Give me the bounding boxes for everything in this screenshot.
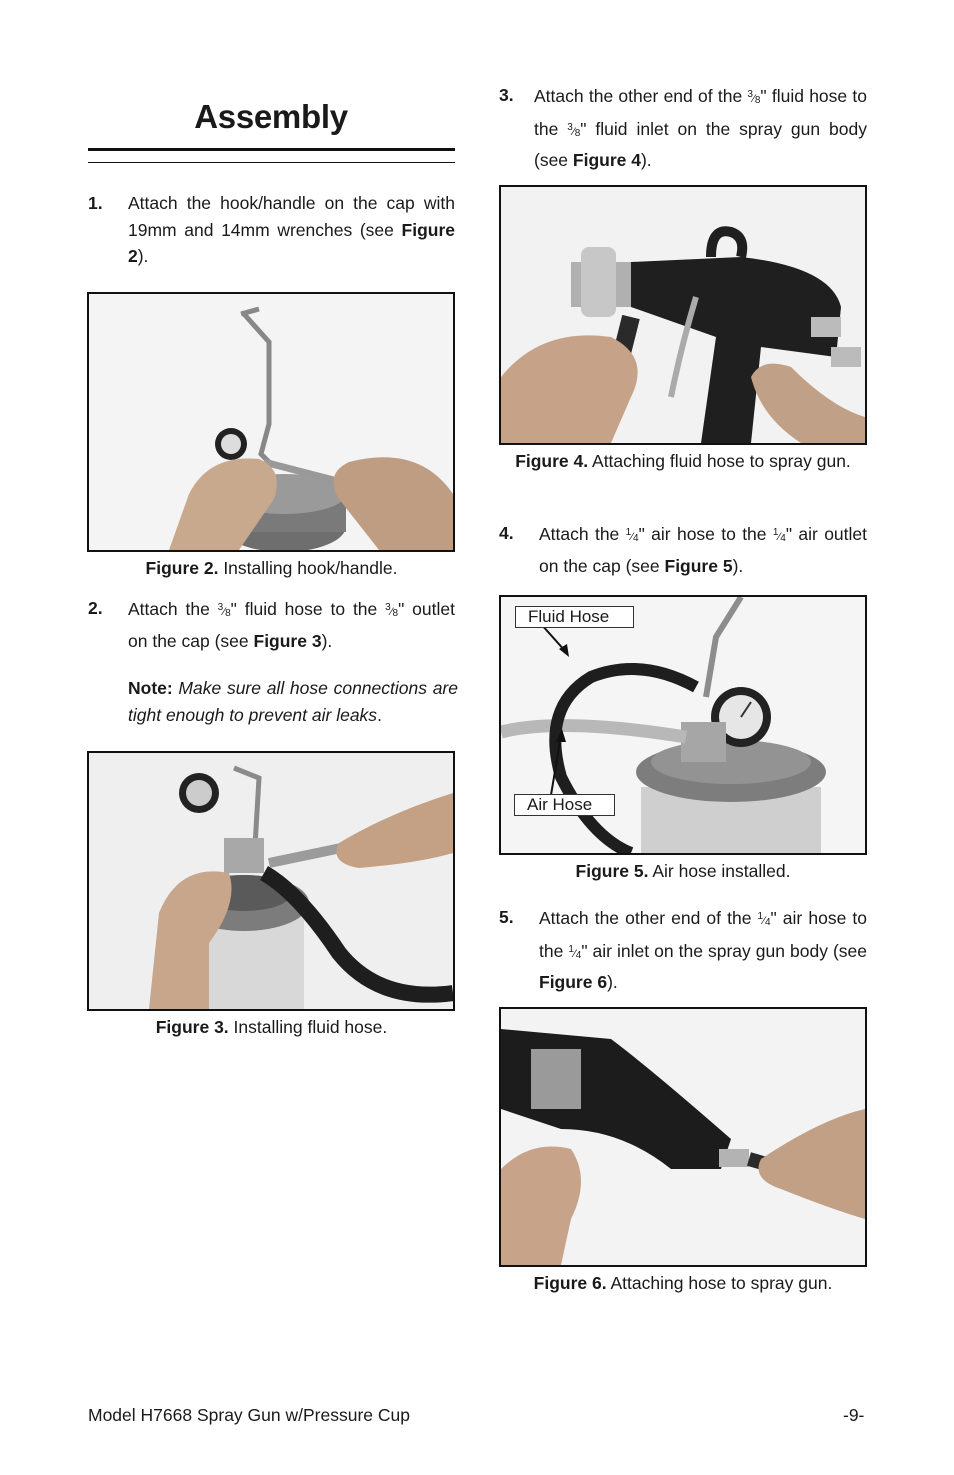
step-1 bbox=[88, 190, 455, 270]
fluid-hose-callout: Fluid Hose bbox=[515, 606, 634, 628]
title-rule bbox=[88, 148, 455, 151]
step-text: Attach the other end of the $^3⁄_8$" fluid hose to the $^3⁄_8$" fluid inlet on the spray gun body (see Figure 4). bbox=[534, 86, 867, 170]
step-text: Attach the hook/handle on the cap with 19mm and 14mm wrenches (see Figure 2). bbox=[128, 193, 455, 266]
step-number: 2. bbox=[88, 598, 103, 618]
figure-ref: Figure 4 bbox=[572, 150, 641, 170]
step-note: Note: Make sure all hose connections are tight enough to prevent air leaks. bbox=[128, 678, 458, 725]
step-5 bbox=[499, 904, 867, 992]
step-number: 3. bbox=[499, 85, 514, 105]
step-3 bbox=[499, 82, 867, 170]
figure-ref: Figure 2 bbox=[128, 219, 455, 266]
step-text: Attach the other end of the $^1⁄_4$" air hose to the $^1⁄_4$" air inlet on the spray gun body (see Figure 6). bbox=[539, 908, 867, 992]
air-hose-callout: Air Hose bbox=[514, 794, 615, 816]
fraction-3-8: $^3⁄_8$ bbox=[385, 602, 399, 619]
fluid-hose-install-illustration bbox=[89, 753, 453, 1009]
figure-4-caption: Figure 4. Attaching fluid hose to spray gun. bbox=[515, 451, 851, 471]
title-rule-thin bbox=[88, 162, 455, 163]
figure-2-caption: Figure 2. Installing hook/handle. bbox=[145, 558, 398, 578]
page-title: Assembly bbox=[194, 98, 348, 135]
figure-6-caption: Figure 6. Attaching hose to spray gun. bbox=[533, 1273, 833, 1293]
figure-3-photo bbox=[87, 751, 455, 1011]
spray-gun-fluid-hose-illustration bbox=[501, 187, 865, 443]
figure-6-photo bbox=[499, 1007, 867, 1267]
step-text: Attach the $^3⁄_8$" fluid hose to the $^3⁄_8$" outlet on the cap (see Figure 3). bbox=[128, 599, 455, 651]
fraction-1-4: $^1⁄_4$ bbox=[568, 943, 582, 961]
step-text: Attach the $^1⁄_4$" air hose to the $^1⁄_4$" air outlet on the cap (see Figure 5). bbox=[539, 524, 868, 576]
fraction-1-4: $^1⁄_4$ bbox=[757, 911, 771, 928]
note-label: Note: bbox=[128, 678, 173, 698]
fraction-3-8: $^3⁄_8$ bbox=[217, 602, 231, 619]
step-number: 5. bbox=[499, 907, 514, 927]
step-4 bbox=[499, 520, 867, 575]
figure-5-photo bbox=[499, 595, 867, 855]
step-number: 4. bbox=[499, 523, 514, 543]
fraction-1-4: $^1⁄_4$ bbox=[772, 527, 786, 544]
step-number: 1. bbox=[88, 193, 103, 213]
figure-ref: Figure 5 bbox=[664, 555, 733, 576]
figure-ref: Figure 3 bbox=[253, 630, 322, 651]
figure-4-photo bbox=[499, 185, 867, 445]
figure-ref: Figure 6 bbox=[539, 972, 608, 992]
footer-model: Model H7668 Spray Gun w/Pressure Cup bbox=[88, 1405, 410, 1425]
fraction-3-8: $^3⁄_8$ bbox=[567, 121, 581, 139]
figure-2-photo bbox=[87, 292, 455, 552]
figure-5-caption: Figure 5. Air hose installed. bbox=[575, 861, 791, 881]
fraction-3-8: $^3⁄_8$ bbox=[747, 89, 761, 106]
hook-handle-illustration bbox=[89, 294, 453, 550]
footer-page-number: -9- bbox=[843, 1405, 865, 1425]
step-2 bbox=[88, 595, 458, 735]
fraction-1-4: $^1⁄_4$ bbox=[625, 527, 639, 544]
spray-gun-air-hose-illustration bbox=[501, 1009, 865, 1265]
figure-3-caption: Figure 3. Installing fluid hose. bbox=[155, 1017, 388, 1037]
